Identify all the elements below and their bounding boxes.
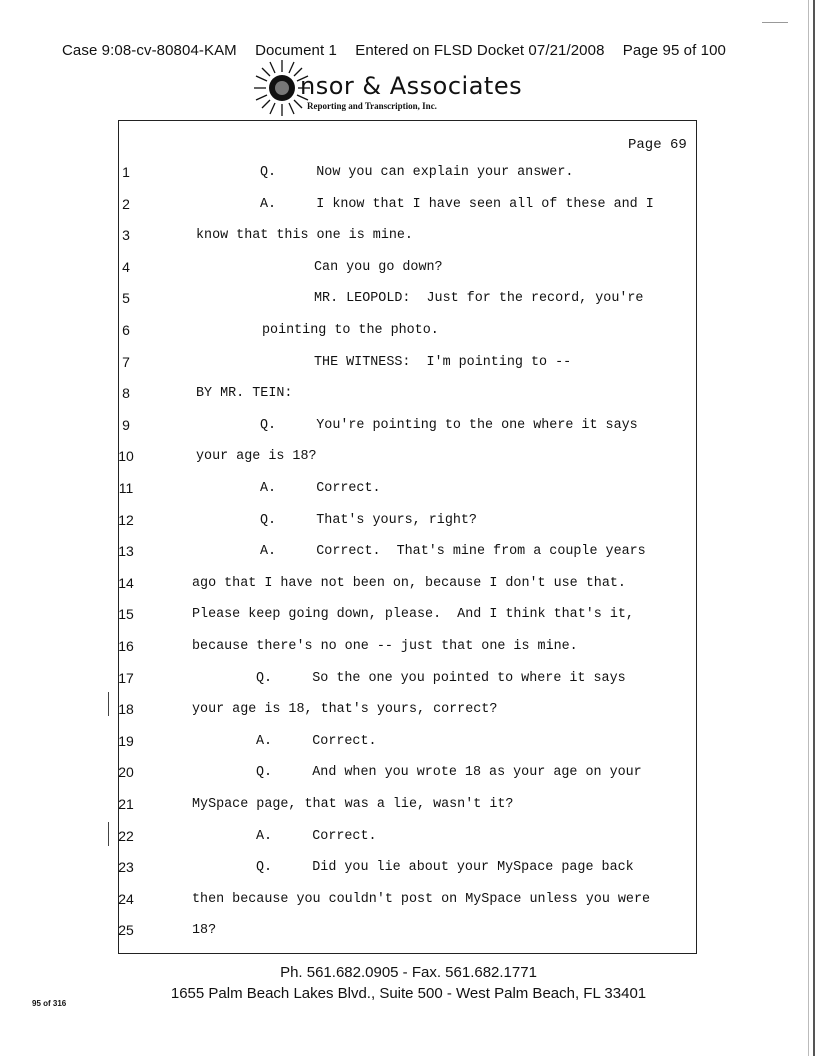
line-number: 8 [122,385,130,402]
line-text: A. Correct. [260,481,381,496]
line-number: 10 [118,448,134,465]
line-text: Q. Now you can explain your answer. [260,165,574,180]
line-text: Q. So the one you pointed to where it says [256,670,626,686]
page-count: Page 95 of 100 [622,42,726,59]
line-number: 15 [118,606,134,623]
line-text: your age is 18? [196,449,317,465]
line-number: 16 [118,638,134,654]
line-text: Q. You're pointing to the one where it says [260,417,638,433]
line-text: Can you go down? [314,259,443,275]
line-text: BY MR. TEIN: [196,386,293,402]
footer-phone: Ph. 561.682.0905 - Fax. 561.682.1771 [280,964,537,981]
line-text: A. Correct. That's mine from a couple years [260,544,646,560]
line-text: because there's no one -- just that one is mine. [192,639,578,654]
line-number: 1 [122,164,130,180]
line-text: Please keep going down, please. And I think that's it, [192,607,634,623]
line-number: 3 [122,227,130,244]
line-number: 17 [118,669,134,686]
line-text: THE WITNESS: I'm pointing to -- [314,354,572,370]
line-text: MySpace page, that was a lie, wasn't it? [192,797,514,812]
line-text: MR. LEOPOLD: Just for the record, you're [314,291,644,307]
line-number: 24 [118,890,134,907]
line-text: then because you couldn't post on MySpace unless you were [192,891,651,907]
footer-address: 1655 Palm Beach Lakes Blvd., Suite 500 - West Palm Beach, FL 33401 [170,985,647,1002]
line-text: Q. That's yours, right? [260,512,477,528]
line-number: 12 [118,511,134,528]
company-tagline: Reporting and Transcription, Inc. [307,101,437,111]
line-number: 5 [122,290,130,307]
line-text: A. Correct. [256,828,377,844]
line-number: 18 [118,701,134,718]
line-text: A. Correct. [256,733,377,749]
company-name: nsor & Associates [300,72,523,100]
transcript-page-label: Page 69 [628,137,687,153]
scan-mark [762,22,788,23]
line-text: know that this one is mine. [196,228,413,244]
document-number: Document 1 [255,42,337,59]
line-number: 23 [118,859,134,876]
line-text: pointing to the photo. [262,323,439,338]
reporter-logo [252,58,552,118]
line-number: 14 [118,574,134,591]
scan-edge-line [808,0,809,1056]
line-text: 18? [192,923,217,939]
line-number: 19 [118,732,134,749]
line-number: 20 [118,764,134,781]
line-number: 13 [118,543,134,560]
scan-edge-border [813,0,815,1056]
line-number: 21 [118,796,134,812]
line-number: 11 [118,480,134,496]
line-number: 2 [122,195,130,212]
line-text: ago that I have not been on, because I don't use that. [192,575,626,591]
line-number: 22 [118,827,134,844]
line-text: Q. Did you lie about your MySpace page back [256,860,634,876]
bates-number: 95 of 316 [32,999,67,1008]
line-number: 6 [122,322,130,338]
docket-entry: Entered on FLSD Docket 07/21/2008 [355,42,605,59]
line-number: 9 [122,416,130,433]
line-number: 25 [118,922,134,939]
court-filing-header [62,42,726,59]
case-number: Case 9:08-cv-80804-KAM [62,42,237,59]
line-number: 7 [122,353,130,370]
transcript-frame [118,120,697,954]
line-text: Q. And when you wrote 18 as your age on your [256,765,642,781]
line-number: 4 [122,258,130,275]
line-text: your age is 18, that's yours, correct? [192,702,498,718]
line-text: A. I know that I have seen all of these and I [260,196,654,212]
